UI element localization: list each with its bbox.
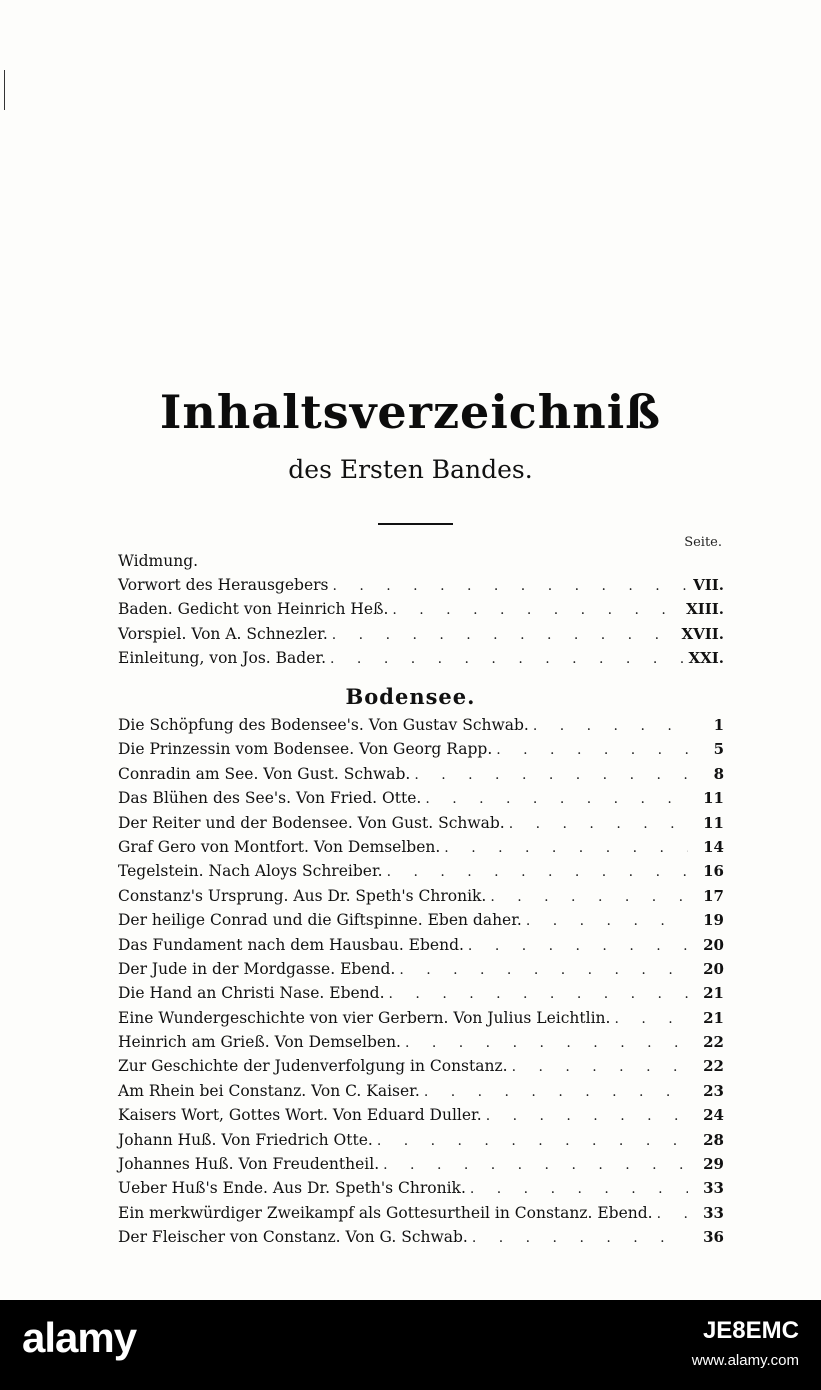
dot-leader xyxy=(330,651,684,667)
dot-leader xyxy=(614,1011,688,1027)
dot-leader xyxy=(533,718,688,734)
toc-row xyxy=(118,1057,724,1081)
front-matter-row xyxy=(118,552,724,576)
entry-page-number: 24 xyxy=(703,1106,724,1125)
entry-page-number: 21 xyxy=(703,984,724,1003)
toc-row xyxy=(118,765,724,789)
entry-title: Ueber Huß's Ende. Aus Dr. Speth's Chronik. xyxy=(118,1179,466,1198)
dot-leader xyxy=(405,1035,688,1051)
toc-row xyxy=(118,1179,724,1203)
entry-title: Vorwort des Herausgebers xyxy=(118,576,329,595)
dot-leader xyxy=(490,889,688,905)
entry-title: Das Blühen des See's. Von Fried. Otte. xyxy=(118,789,422,808)
entry-title: Heinrich am Grieß. Von Demselben. xyxy=(118,1033,401,1052)
toc-row xyxy=(118,911,724,935)
toc-row xyxy=(118,716,724,740)
entry-page-number: 20 xyxy=(703,935,724,954)
dot-leader xyxy=(387,864,688,880)
entry-page-number: XIII. xyxy=(686,600,724,619)
entry-title: Die Hand an Christi Nase. Ebend. xyxy=(118,984,385,1003)
entry-page-number: XVII. xyxy=(681,624,724,643)
dot-leader xyxy=(392,602,682,618)
entry-page-number: 19 xyxy=(703,911,724,930)
dot-leader xyxy=(425,791,688,807)
entry-page-number: 36 xyxy=(703,1228,724,1247)
entry-title: Einleitung, von Jos. Bader. xyxy=(118,648,327,667)
dot-leader xyxy=(526,913,688,929)
dot-leader xyxy=(496,742,688,758)
entry-title: Widmung. xyxy=(118,552,199,570)
toc-row xyxy=(118,789,724,813)
entry-title: Johann Huß. Von Friedrich Otte. xyxy=(118,1130,373,1149)
entry-title: Die Schöpfung des Bodensee's. Von Gustav Schwab. xyxy=(118,716,529,734)
entry-title: Johannes Huß. Von Freudentheil. xyxy=(118,1155,380,1174)
entry-page-number: 14 xyxy=(703,837,724,856)
toc-row xyxy=(118,740,724,764)
page-edge-mark xyxy=(4,70,5,110)
toc-row xyxy=(118,1204,724,1228)
front-matter-row xyxy=(118,649,724,673)
toc-row xyxy=(118,936,724,960)
toc-row xyxy=(118,1228,724,1252)
toc-row xyxy=(118,862,724,886)
toc-row xyxy=(118,887,724,911)
toc-row xyxy=(118,1155,724,1179)
entry-page-number: 1 xyxy=(713,716,724,734)
dot-leader xyxy=(383,1157,688,1173)
entry-title: Der Jude in der Mordgasse. Ebend. xyxy=(118,959,396,978)
page-column-label: Seite. xyxy=(684,535,722,550)
front-matter-list xyxy=(118,552,724,673)
dot-leader xyxy=(389,986,688,1002)
entry-page-number: 16 xyxy=(703,862,724,881)
entry-title: Constanz's Ursprung. Aus Dr. Speth's Chronik. xyxy=(118,886,487,905)
entry-title: Ein merkwürdiger Zweikampf als Gottesurtheil in Constanz. Ebend. xyxy=(118,1203,653,1222)
front-matter-row xyxy=(118,600,724,624)
dot-leader xyxy=(512,1059,688,1075)
entry-title: Das Fundament nach dem Hausbau. Ebend. xyxy=(118,935,464,954)
entry-page-number: 5 xyxy=(713,740,724,759)
toc-entries-list xyxy=(118,716,724,1253)
entry-page-number: 8 xyxy=(713,764,724,783)
entry-page-number: 33 xyxy=(703,1179,724,1198)
dot-leader xyxy=(399,962,688,978)
entry-title: Baden. Gedicht von Heinrich Heß. xyxy=(118,600,389,619)
entry-title: Der heilige Conrad und die Giftspinne. Eben daher. xyxy=(118,911,522,930)
dot-leader xyxy=(470,1181,688,1197)
entry-page-number: 17 xyxy=(703,886,724,905)
dot-leader xyxy=(332,627,678,643)
dot-leader xyxy=(414,767,688,783)
entry-title: Der Reiter und der Bodensee. Von Gust. Schwab. xyxy=(118,813,505,832)
toc-row xyxy=(118,1033,724,1057)
toc-row xyxy=(118,1106,724,1130)
entry-title: Die Prinzessin vom Bodensee. Von Georg Rapp. xyxy=(118,740,493,759)
dot-leader xyxy=(468,938,688,954)
toc-row xyxy=(118,1009,724,1033)
toc-row xyxy=(118,960,724,984)
toc-row xyxy=(118,814,724,838)
watermark-image-id: JE8EMC xyxy=(702,1317,799,1344)
dot-leader xyxy=(377,1133,688,1149)
toc-row xyxy=(118,838,724,862)
front-matter-row xyxy=(118,625,724,649)
entry-page-number: 28 xyxy=(703,1130,724,1149)
dot-leader xyxy=(444,840,688,856)
entry-title: Eine Wundergeschichte von vier Gerbern. Von Julius Leichtlin. xyxy=(118,1008,611,1027)
section-heading: Bodensee. xyxy=(345,684,476,709)
entry-title: Kaisers Wort, Gottes Wort. Von Eduard Duller. xyxy=(118,1106,482,1125)
entry-title: Tegelstein. Nach Aloys Schreiber. xyxy=(118,862,383,881)
watermark-brand: alamy xyxy=(22,1314,137,1361)
entry-page-number: XXI. xyxy=(688,648,724,667)
dot-leader xyxy=(657,1206,688,1222)
entry-page-number: 29 xyxy=(703,1155,724,1174)
entry-title: Der Fleischer von Constanz. Von G. Schwab. xyxy=(118,1228,468,1247)
toc-row xyxy=(118,1131,724,1155)
watermark-site: www.alamy.com xyxy=(691,1352,799,1369)
entry-page-number: 22 xyxy=(703,1033,724,1052)
entry-title: Zur Geschichte der Judenverfolgung in Constanz. xyxy=(118,1057,508,1076)
toc-subtitle: des Ersten Bandes. xyxy=(288,455,533,484)
entry-page-number: 21 xyxy=(703,1008,724,1027)
entry-page-number: VII. xyxy=(693,576,724,595)
entry-title: Vorspiel. Von A. Schnezler. xyxy=(118,624,328,643)
entry-title: Graf Gero von Montfort. Von Demselben. xyxy=(118,837,441,856)
dot-leader xyxy=(509,816,688,832)
dot-leader xyxy=(486,1108,688,1124)
dot-leader xyxy=(424,1084,688,1100)
toc-row xyxy=(118,1082,724,1106)
entry-page-number: 11 xyxy=(703,789,724,808)
entry-page-number: 11 xyxy=(703,813,724,832)
toc-row xyxy=(118,984,724,1008)
toc-title: Inhaltsverzeichniß xyxy=(159,385,662,439)
entry-title: Am Rhein bei Constanz. Von C. Kaiser. xyxy=(118,1081,420,1100)
entry-page-number: 23 xyxy=(703,1081,724,1100)
entry-page-number: 33 xyxy=(703,1203,724,1222)
title-divider xyxy=(378,523,453,525)
entry-page-number: 22 xyxy=(703,1057,724,1076)
entry-page-number: 20 xyxy=(703,959,724,978)
front-matter-row xyxy=(118,576,724,600)
entry-title: Conradin am See. Von Gust. Schwab. xyxy=(118,764,411,783)
dot-leader xyxy=(332,578,688,594)
dot-leader xyxy=(472,1230,688,1246)
